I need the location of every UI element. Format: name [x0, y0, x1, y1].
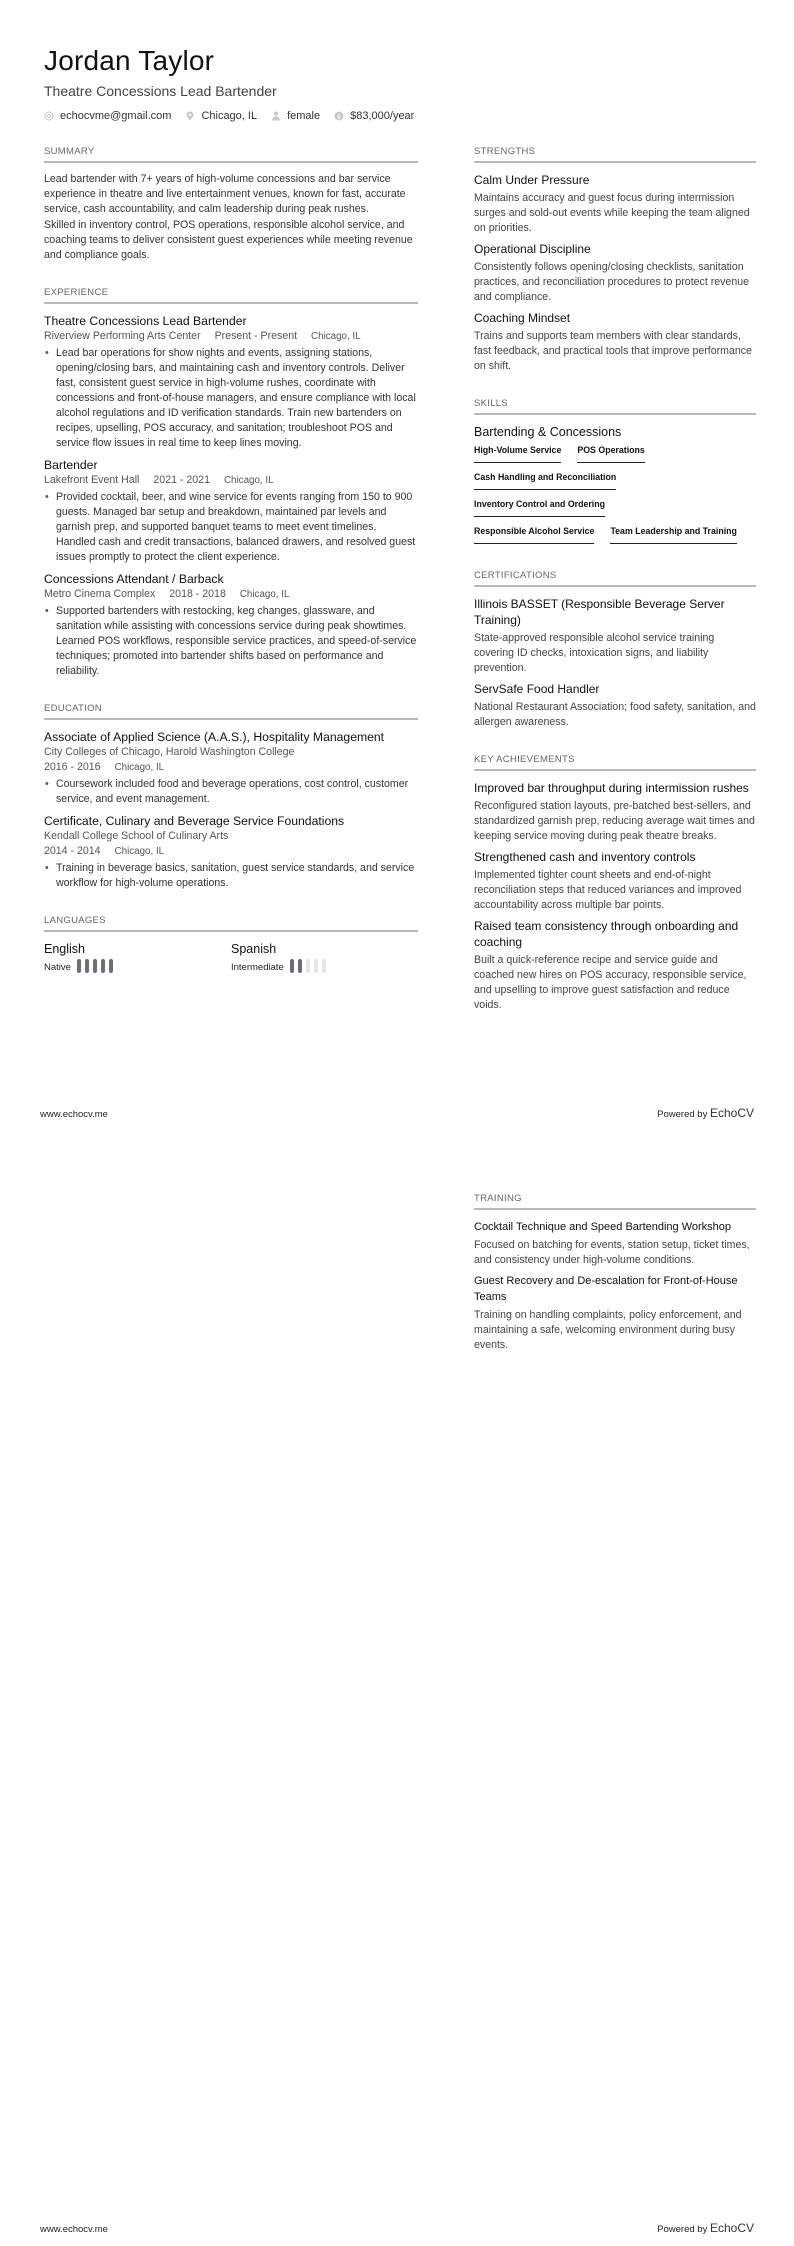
job-bullets	[44, 490, 418, 565]
experience-entry	[44, 457, 418, 565]
achievements-section	[474, 754, 756, 1013]
school-name-row	[44, 745, 418, 760]
language-proficiency-bars	[290, 959, 330, 976]
language-level: Native	[44, 962, 71, 973]
school-name: Kendall College School of Culinary Arts	[44, 830, 229, 842]
training-title: Guest Recovery and De-escalation for Front-of-House Teams	[474, 1275, 738, 1303]
education-section	[44, 703, 418, 891]
footer-website-link[interactable]: www.echocv.me	[40, 2224, 108, 2235]
contact-salary	[334, 110, 414, 122]
summary-section	[44, 146, 418, 263]
contact-location	[185, 110, 257, 122]
training-desc: Training on handling complaints, policy enforcement, and maintaining a safe, welcoming environment during busy events.	[474, 1309, 742, 1351]
job-meta	[44, 473, 418, 488]
achievement-desc: Built a quick-reference recipe and service guide and coached new hires on POS accuracy, responsible service, and upselling to improve guest satisfaction and reduce voids.	[474, 954, 747, 1011]
resume-page-2	[0, 1123, 794, 2246]
section-title: STRENGTHS	[474, 146, 756, 163]
skill-tag: Inventory Control and Ordering	[474, 496, 605, 517]
training-desc: Focused on batching for events, station setup, ticket times, and consistency under high-volume conditions.	[474, 1239, 750, 1266]
achievement-title: Raised team consistency through onboarding and coaching	[474, 919, 739, 949]
education-meta	[44, 844, 418, 859]
achievement-title: Improved bar throughput during intermission rushes	[474, 781, 749, 795]
contact-gender-value: female	[287, 110, 321, 122]
dollar-icon	[334, 111, 344, 121]
proficiency-bar	[85, 959, 89, 973]
education-location: Chicago, IL	[114, 762, 165, 773]
contact-row	[44, 110, 764, 122]
education-dates: 2016 - 2016	[44, 761, 101, 773]
skill-group-title: Bartending & Concessions	[474, 425, 622, 439]
job-meta	[44, 587, 418, 602]
job-meta	[44, 329, 418, 344]
section-title: KEY ACHIEVEMENTS	[474, 754, 756, 771]
brand-logo-text[interactable]: EchoCV	[709, 2221, 754, 2235]
certification-desc: State-approved responsible alcohol service training covering ID checks, intoxication signs, and liability prevention.	[474, 632, 715, 674]
education-bullets	[44, 861, 418, 891]
contact-gender	[271, 110, 320, 122]
proficiency-bar	[101, 959, 105, 973]
training-title: Cocktail Technique and Speed Bartending Workshop	[474, 1221, 732, 1233]
certification-title: ServSafe Food Handler	[474, 682, 600, 696]
summary-paragraph: Lead bartender with 7+ years of high-volume concessions and bar service experience in theatre and live entertainment venues, known for fast, accurate service, cash accountability, and calm leadership during peak rushes.	[44, 173, 406, 215]
strength-desc: Trains and supports team members with clear standards, fast feedback, and practical tools that improve performance on shift.	[474, 330, 752, 372]
strength-desc: Consistently follows opening/closing checklists, sanitation practices, and reconciliation procedures to protect revenue and compliance.	[474, 261, 750, 303]
proficiency-bar	[306, 959, 310, 973]
skill-tag: Team Leadership and Training	[610, 523, 736, 544]
job-location: Chicago, IL	[223, 475, 274, 486]
job-bullet: • Provided cocktail, beer, and wine service for events ranging from 150 to 900 guests. Managed bar setup and breakdown, maintained par levels and garnish prep, and supported banquet teams to meet event timelines. Handled cash and credit transactions, balanced drawers, and resolved guest issues promptly to protect the client experience.	[44, 490, 418, 565]
job-dates: Present - Present	[214, 330, 298, 342]
language-proficiency-bars	[77, 959, 117, 976]
contact-email[interactable]	[44, 110, 171, 122]
section-title: TRAINING	[474, 1193, 756, 1210]
education-location: Chicago, IL	[114, 846, 165, 857]
skill-tag: POS Operations	[577, 442, 644, 463]
contact-email-value: echocvme@gmail.com	[60, 110, 172, 122]
candidate-role: Theatre Concessions Lead Bartender	[44, 83, 277, 99]
powered-by-label: Powered by	[657, 1109, 708, 1120]
strengths-section	[474, 146, 756, 374]
experience-entry	[44, 313, 418, 451]
job-title: Concessions Attendant / Barback	[44, 572, 224, 586]
job-bullet: • Supported bartenders with restocking, keg changes, glassware, and sanitation while assisting with concessions service during peak showtimes. Learned POS workflows, responsible service practices, and speed-of-service techniques; promoted into bartender shifts based on performance and reliability.	[44, 604, 418, 679]
skill-tag: High-Volume Service	[474, 442, 561, 463]
certification-title: Illinois BASSET (Responsible Beverage Server Training)	[474, 597, 725, 627]
certification-desc: National Restaurant Association; food safety, sanitation, and allergen awareness.	[474, 701, 756, 728]
language-name: Spanish	[231, 942, 277, 956]
job-bullet: • Lead bar operations for show nights and events, assigning stations, opening/closing bars, and maintaining cash and inventory controls. Deliver fast, consistent guest service in high-volume rushes, coordinate with concessions and front-of-house managers, and ensure compliance with local alcohol regulations and ID verification standards. Train new bartenders on recipes, upselling, POS accuracy, and sanitation; troubleshoot POS and service flow issues in real time to keep lines moving.	[44, 346, 418, 451]
right-column	[474, 1193, 756, 1373]
language-item	[44, 941, 231, 976]
achievement-desc: Reconfigured station layouts, pre-batched best-sellers, and standardized garnish prep, reducing average wait times and keeping service moving during peak theatre breaks.	[474, 800, 755, 842]
education-bullet: • Training in beverage basics, sanitation, guest service standards, and service workflow for high-volume operations.	[44, 861, 418, 891]
section-title: CERTIFICATIONS	[474, 570, 756, 587]
skills-section	[474, 398, 756, 550]
candidate-name: Jordan Taylor	[44, 45, 215, 76]
right-column	[474, 146, 756, 1033]
powered-by	[657, 2221, 754, 2235]
section-title: SUMMARY	[44, 146, 418, 163]
strength-title: Calm Under Pressure	[474, 173, 590, 187]
company-name: Metro Cinema Complex	[44, 588, 156, 600]
school-name: City Colleges of Chicago, Harold Washington College	[44, 746, 295, 758]
skill-tag: Responsible Alcohol Service	[474, 523, 594, 544]
location-pin-icon	[185, 111, 195, 121]
training-section	[474, 1193, 756, 1353]
at-icon	[44, 111, 54, 121]
certifications-section	[474, 570, 756, 730]
powered-by	[657, 1106, 754, 1120]
language-name: English	[44, 942, 85, 956]
footer-website-link[interactable]: www.echocv.me	[40, 1109, 108, 1120]
page-footer	[0, 1106, 794, 1120]
job-bullets	[44, 346, 418, 451]
brand-logo-text[interactable]: EchoCV	[709, 1106, 754, 1120]
proficiency-bar	[314, 959, 318, 973]
job-title: Theatre Concessions Lead Bartender	[44, 314, 247, 328]
company-name: Lakefront Event Hall	[44, 474, 140, 486]
section-title: EDUCATION	[44, 703, 418, 720]
language-item	[231, 941, 418, 976]
job-dates: 2021 - 2021	[153, 474, 210, 486]
proficiency-bar	[322, 959, 326, 973]
person-icon	[271, 111, 281, 121]
proficiency-bar	[93, 959, 97, 973]
job-dates: 2018 - 2018	[169, 588, 226, 600]
degree-title: Certificate, Culinary and Beverage Service Foundations	[44, 814, 345, 828]
language-level-row	[231, 959, 418, 976]
left-column	[44, 146, 418, 996]
resume-header	[44, 44, 764, 122]
school-name-row	[44, 829, 418, 844]
achievement-title: Strengthened cash and inventory controls	[474, 850, 696, 864]
section-title: LANGUAGES	[44, 915, 418, 932]
company-name: Riverview Performing Arts Center	[44, 330, 201, 342]
proficiency-bar	[298, 959, 302, 973]
contact-location-value: Chicago, IL	[201, 110, 258, 122]
contact-salary-value: $83,000/year	[350, 110, 415, 122]
proficiency-bar	[290, 959, 294, 973]
degree-title: Associate of Applied Science (A.A.S.), Hospitality Management	[44, 730, 385, 744]
language-level: Intermediate	[231, 962, 284, 973]
skill-tag: Cash Handling and Reconciliation	[474, 469, 616, 490]
summary-paragraph: Skilled in inventory control, POS operations, responsible alcohol service, and coaching teams to deliver consistent guest experiences while meeting revenue and compliance goals.	[44, 219, 413, 261]
strength-desc: Maintains accuracy and guest focus during intermission surges and sold-out events while keeping the team aligned on priorities.	[474, 192, 750, 234]
languages-section	[44, 915, 418, 976]
job-location: Chicago, IL	[239, 589, 290, 600]
svg-text:$: $	[337, 112, 342, 121]
strength-title: Coaching Mindset	[474, 311, 571, 325]
proficiency-bar	[77, 959, 81, 973]
education-dates: 2014 - 2014	[44, 845, 101, 857]
job-bullets	[44, 604, 418, 679]
proficiency-bar	[109, 959, 113, 973]
skills-list	[474, 442, 756, 550]
powered-by-label: Powered by	[657, 2224, 708, 2235]
education-entry	[44, 813, 418, 891]
experience-section	[44, 287, 418, 679]
achievement-desc: Implemented tighter count sheets and end-of-night reconciliation steps that reduced variances and improved accountability across multiple bar points.	[474, 869, 742, 911]
section-title: SKILLS	[474, 398, 756, 415]
languages-list	[44, 941, 418, 976]
job-location: Chicago, IL	[311, 331, 361, 342]
strength-title: Operational Discipline	[474, 242, 591, 256]
experience-entry	[44, 571, 418, 679]
job-title: Bartender	[44, 458, 98, 472]
education-meta	[44, 760, 418, 775]
page-footer	[0, 2221, 794, 2235]
education-entry	[44, 729, 418, 807]
education-bullet: • Coursework included food and beverage operations, cost control, customer service, and event management.	[44, 777, 418, 807]
education-bullets	[44, 777, 418, 807]
language-level-row	[44, 959, 231, 976]
section-title: EXPERIENCE	[44, 287, 418, 304]
